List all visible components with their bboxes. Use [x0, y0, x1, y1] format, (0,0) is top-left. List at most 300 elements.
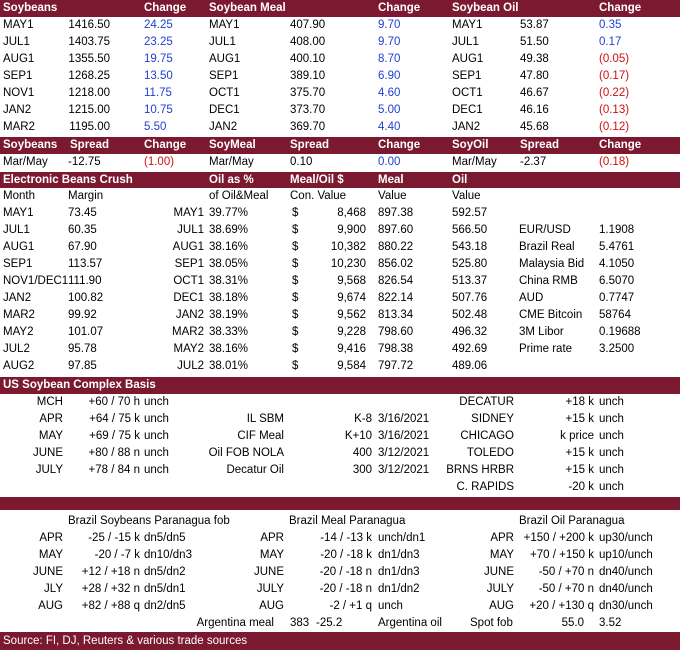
crush-oil-value: 507.76	[452, 292, 488, 304]
crush-title: Electronic Beans Crush	[3, 174, 133, 186]
oil-month: DEC1	[452, 104, 483, 116]
crush-margin: 95.78	[68, 343, 97, 355]
crush-meal-value: 798.60	[378, 326, 414, 338]
brazil-meal-value: -2 / +1 q	[329, 600, 372, 612]
fx-value: 3.2500	[599, 343, 635, 355]
crush-month-2: MAY1	[173, 207, 204, 219]
crush-dollar: $	[292, 360, 299, 372]
basis-header	[0, 377, 680, 394]
oil-change: (0.17)	[599, 70, 630, 82]
soy-month: MAR2	[3, 121, 35, 133]
crush-mealoil-header: Meal/Oil $	[290, 174, 344, 186]
brazil-meal-value: -20 / -18 k	[320, 549, 372, 561]
basis-city: TOLEDO	[466, 447, 514, 459]
crush-dollar: $	[292, 292, 299, 304]
crush-oil-value: 492.69	[452, 343, 488, 355]
basis-city-value: -20 k	[568, 481, 594, 493]
brazil-oil-month: MAY	[489, 549, 514, 561]
brazil-meal-month: AUG	[259, 600, 284, 612]
crush-margin: 60.35	[68, 224, 97, 236]
crush-month: JAN2	[3, 292, 32, 304]
brazil-oil-change: up10/unch	[599, 549, 653, 561]
meal-month: OCT1	[209, 87, 240, 99]
soy-change: 11.75	[144, 87, 172, 99]
soy-change: 13.50	[144, 70, 173, 82]
crush-row	[0, 256, 680, 273]
meal-change: 4.60	[378, 87, 401, 99]
crush-oil-pct: 38.16%	[209, 343, 249, 355]
brazil-meal-change: dn1/dn3	[378, 566, 420, 578]
soy-change: 19.75	[144, 53, 173, 65]
soy-month: JUL1	[3, 36, 30, 48]
oil-header: Soybean Oil	[452, 2, 519, 14]
crush-month-2: JAN2	[175, 309, 204, 321]
crush-dollar: $	[292, 258, 299, 270]
basis-row	[0, 462, 680, 479]
basis-city: SIDNEY	[471, 413, 514, 425]
crush-oil-pct: 38.31%	[209, 275, 249, 287]
brazil-soy-change: dn5/dn2	[144, 566, 186, 578]
brazil-meal-change: dn1/dn3	[378, 549, 420, 561]
crush-row	[0, 239, 680, 256]
basis-city-unit: unch	[599, 481, 624, 493]
brazil-row	[0, 530, 680, 547]
crush-meal-value: 897.60	[378, 224, 414, 236]
soy-price: 1268.25	[68, 70, 110, 82]
futures-row	[0, 119, 680, 136]
crush-sub-margin: Margin	[68, 190, 104, 202]
brazil-oil-month: JULY	[486, 583, 514, 595]
fx-value: 0.19688	[599, 326, 641, 338]
basis-city-value: k price	[560, 430, 594, 442]
crush-row	[0, 341, 680, 358]
crush-row	[0, 273, 680, 290]
brazil-row	[0, 547, 680, 564]
crush-month-2: MAR2	[172, 326, 204, 338]
argentina-oil-spot: Spot fob	[470, 617, 513, 629]
crush-month: AUG2	[3, 360, 35, 372]
argentina-oil-value: 55.0	[561, 617, 584, 629]
crush-row	[0, 205, 680, 222]
basis-month: APR	[39, 413, 63, 425]
brazil-top-bar	[0, 497, 680, 510]
brazil-oil-change: dn40/unch	[599, 583, 653, 595]
brazil-meal-month: MAY	[259, 549, 284, 561]
crush-sub-month: Month	[3, 190, 35, 202]
basis-product: Decatur Oil	[226, 464, 284, 476]
spread-soy-value: -12.75	[68, 156, 101, 168]
soy-month: NOV1	[3, 87, 35, 99]
spread-soy-label: Mar/May	[3, 156, 48, 168]
brazil-row	[0, 564, 680, 581]
oil-month: OCT1	[452, 87, 483, 99]
soy-change: 10.75	[144, 104, 173, 116]
basis-date: 3/12/2021	[378, 447, 430, 459]
crush-margin: 97.85	[68, 360, 97, 372]
basis-unit: unch	[144, 413, 169, 425]
crush-margin: 67.90	[68, 241, 97, 253]
spread-oil-change-header: Change	[599, 139, 642, 151]
basis-level: K+10	[344, 430, 372, 442]
argentina-meal-label: Argentina meal	[196, 617, 274, 629]
basis-value: +60 / 70 h	[88, 396, 140, 408]
crush-dollar: $	[292, 241, 299, 253]
basis-month: JULY	[35, 464, 63, 476]
meal-change: 6.90	[378, 70, 401, 82]
meal-change: 9.70	[378, 36, 401, 48]
brazil-oil-title: Brazil Oil Paranagua	[519, 515, 625, 527]
crush-month-2: JUL2	[177, 360, 204, 372]
crush-con-value: 9,900	[337, 224, 366, 236]
basis-city-value: +15 k	[565, 464, 594, 476]
oil-month: AUG1	[452, 53, 484, 65]
soy-change: 5.50	[144, 121, 167, 133]
brazil-soy-title: Brazil Soybeans Paranagua fob	[68, 515, 230, 527]
crush-oil-pct: 38.05%	[209, 258, 249, 270]
crush-dollar: $	[292, 309, 299, 321]
brazil-soy-change: dn2/dn5	[144, 600, 186, 612]
crush-oil-pct: 38.18%	[209, 292, 249, 304]
meal-change: 8.70	[378, 53, 401, 65]
brazil-meal-change: dn1/dn2	[378, 583, 420, 595]
crush-margin: 111.90	[68, 275, 102, 287]
crush-month-2: JUL1	[177, 224, 204, 236]
meal-price: 375.70	[290, 87, 326, 99]
basis-month: MAY	[38, 430, 63, 442]
oil-price: 49.38	[520, 53, 549, 65]
crush-meal-value: 880.22	[378, 241, 414, 253]
spread-oil-label: Mar/May	[452, 156, 497, 168]
soy-price: 1218.00	[68, 87, 110, 99]
fx-value: 0.7747	[599, 292, 635, 304]
crush-margin: 101.07	[68, 326, 104, 338]
basis-unit: unch	[144, 396, 169, 408]
basis-row	[0, 411, 680, 428]
crush-month: NOV1/DEC1	[3, 275, 69, 287]
basis-row	[0, 394, 680, 411]
fx-label: AUD	[519, 292, 544, 304]
brazil-meal-value: -14 / -13 k	[320, 532, 372, 544]
crush-month-2: DEC1	[173, 292, 204, 304]
basis-row	[0, 479, 680, 496]
meal-month: SEP1	[209, 70, 239, 82]
crush-oil-pct: 38.01%	[209, 360, 249, 372]
soybeans-change-header: Change	[144, 2, 187, 14]
crush-con-value: 9,584	[337, 360, 366, 372]
brazil-oil-month: AUG	[489, 600, 514, 612]
crush-margin: 113.57	[68, 258, 103, 270]
basis-date: 3/16/2021	[378, 430, 430, 442]
brazil-soy-value: -25 / -15 k	[88, 532, 140, 544]
crush-month: JUL1	[3, 224, 30, 236]
spreads-row	[0, 154, 680, 171]
basis-city-unit: unch	[599, 447, 624, 459]
brazil-soy-month: MAY	[38, 549, 63, 561]
meal-month: JAN2	[209, 121, 238, 133]
crush-oil-value: 502.48	[452, 309, 488, 321]
spread-oil-value: -2.37	[520, 156, 547, 168]
basis-month: MCH	[36, 396, 63, 408]
brazil-soy-month: JUNE	[32, 566, 63, 578]
basis-city-unit: unch	[599, 413, 624, 425]
spread-meal-label: Mar/May	[209, 156, 254, 168]
brazil-oil-change: up30/unch	[599, 532, 653, 544]
oil-price: 53.87	[520, 19, 549, 31]
brazil-meal-month: APR	[260, 532, 284, 544]
meal-header: Soybean Meal	[209, 2, 286, 14]
brazil-oil-value: -50 / +70 n	[538, 583, 594, 595]
meal-change: 5.00	[378, 104, 401, 116]
crush-oil-pct-header: Oil as %	[209, 174, 254, 186]
basis-city-value: +18 k	[565, 396, 594, 408]
basis-value: +78 / 84 n	[88, 464, 140, 476]
crush-meal-value: 822.14	[378, 292, 414, 304]
crush-con-value: 10,230	[330, 258, 366, 270]
meal-month: MAY1	[209, 19, 240, 31]
soy-month: SEP1	[3, 70, 33, 82]
crush-row	[0, 290, 680, 307]
meal-price: 408.00	[290, 36, 326, 48]
argentina-row	[0, 615, 680, 632]
crush-month-2: AUG1	[172, 241, 204, 253]
brazil-meal-title: Brazil Meal Paranagua	[289, 515, 406, 527]
brazil-soy-month: APR	[39, 532, 63, 544]
oil-price: 45.68	[520, 121, 549, 133]
spread-oil-change: (0.18)	[599, 156, 630, 168]
argentina-oil-change: 3.52	[599, 617, 622, 629]
brazil-oil-value: +70 / +150 k	[530, 549, 594, 561]
crush-row	[0, 222, 680, 239]
basis-value: +69 / 75 k	[89, 430, 140, 442]
crush-oil-header: Oil	[452, 174, 468, 186]
argentina-meal-value: 383	[290, 617, 310, 629]
crush-margin: 99.92	[68, 309, 97, 321]
fx-label: EUR/USD	[519, 224, 571, 236]
crush-month: MAY2	[3, 326, 34, 338]
crush-sub-meal-value: Value	[378, 190, 407, 202]
brazil-soy-value: -20 / -7 k	[94, 549, 140, 561]
fx-value: 6.5070	[599, 275, 635, 287]
oil-change: (0.12)	[599, 121, 630, 133]
crush-oil-value: 543.18	[452, 241, 488, 253]
crush-oil-pct: 38.33%	[209, 326, 249, 338]
spread-oil-spread-header: Spread	[520, 139, 559, 151]
spread-meal-change-header: Change	[378, 139, 421, 151]
crush-month: AUG1	[3, 241, 35, 253]
fx-label: China RMB	[519, 275, 578, 287]
basis-month: JUNE	[32, 447, 63, 459]
meal-price: 407.90	[290, 19, 326, 31]
oil-month: MAY1	[452, 19, 483, 31]
brazil-meal-value: -20 / -18 n	[319, 583, 372, 595]
soy-change: 23.25	[144, 36, 173, 48]
crush-month: MAY1	[3, 207, 34, 219]
basis-city-unit: unch	[599, 464, 624, 476]
brazil-soy-value: +82 / +88 q	[81, 600, 140, 612]
spread-meal-header: SoyMeal	[209, 139, 256, 151]
oil-change: 0.17	[599, 36, 622, 48]
oil-month: JUL1	[452, 36, 479, 48]
spread-oil-header: SoyOil	[452, 139, 489, 151]
crush-margin: 100.82	[68, 292, 104, 304]
crush-dollar: $	[292, 326, 299, 338]
futures-row	[0, 34, 680, 51]
brazil-meal-change: unch/dn1	[378, 532, 426, 544]
crush-oil-value: 566.50	[452, 224, 488, 236]
meal-month: DEC1	[209, 104, 240, 116]
brazil-oil-value: +150 / +200 k	[523, 532, 594, 544]
crush-meal-value: 897.38	[378, 207, 414, 219]
crush-sub-con: Con. Value	[290, 190, 347, 202]
brazil-row	[0, 598, 680, 615]
argentina-meal-change: -25.2	[316, 617, 343, 629]
crush-row	[0, 324, 680, 341]
soy-month: AUG1	[3, 53, 35, 65]
spread-soy-change: (1.00)	[144, 156, 175, 168]
brazil-oil-month: APR	[490, 532, 514, 544]
basis-level: 400	[352, 447, 372, 459]
oil-month: JAN2	[452, 121, 481, 133]
fx-label: Brazil Real	[519, 241, 575, 253]
crush-dollar: $	[292, 275, 299, 287]
meal-price: 369.70	[290, 121, 326, 133]
meal-price: 389.10	[290, 70, 326, 82]
spread-meal-spread-header: Spread	[290, 139, 329, 151]
crush-oil-value: 496.32	[452, 326, 488, 338]
meal-price: 400.10	[290, 53, 326, 65]
soy-change: 24.25	[144, 19, 173, 31]
soy-price: 1416.50	[68, 19, 110, 31]
soy-month: JAN2	[3, 104, 32, 116]
soy-price: 1355.50	[68, 53, 110, 65]
basis-row	[0, 428, 680, 445]
oil-change: (0.22)	[599, 87, 630, 99]
crush-oil-pct: 38.16%	[209, 241, 249, 253]
basis-title: US Soybean Complex Basis	[3, 379, 156, 391]
brazil-soy-month: AUG	[38, 600, 63, 612]
basis-city: C. RAPIDS	[456, 481, 514, 493]
basis-city-value: +15 k	[565, 447, 594, 459]
crush-meal-header: Meal	[378, 174, 404, 186]
oil-price: 51.50	[520, 36, 549, 48]
futures-row	[0, 68, 680, 85]
crush-meal-value: 798.38	[378, 343, 414, 355]
oil-change-header: Change	[599, 2, 642, 14]
futures-header	[0, 0, 680, 17]
meal-change-header: Change	[378, 2, 421, 14]
crush-month-2: MAY2	[173, 343, 204, 355]
oil-change: (0.05)	[599, 53, 630, 65]
crush-oil-value: 592.57	[452, 207, 488, 219]
brazil-oil-value: +20 / +130 q	[529, 600, 594, 612]
brazil-soy-value: +28 / +32 n	[81, 583, 140, 595]
brazil-row	[0, 581, 680, 598]
crush-con-value: 9,228	[337, 326, 366, 338]
crush-dollar: $	[292, 224, 299, 236]
crush-meal-value: 856.02	[378, 258, 414, 270]
brazil-meal-value: -20 / -18 n	[319, 566, 372, 578]
basis-product: IL SBM	[246, 413, 284, 425]
crush-month: SEP1	[3, 258, 33, 270]
crush-oil-pct: 38.19%	[209, 309, 249, 321]
crush-con-value: 9,568	[337, 275, 366, 287]
meal-month: AUG1	[209, 53, 241, 65]
futures-row	[0, 85, 680, 102]
fx-value: 5.4761	[599, 241, 635, 253]
meal-change: 4.40	[378, 121, 401, 133]
basis-unit: unch	[144, 447, 169, 459]
oil-price: 46.16	[520, 104, 549, 116]
crush-row	[0, 358, 680, 375]
argentina-oil-label: Argentina oil	[378, 617, 442, 629]
brazil-soy-value: +12 / +18 n	[81, 566, 140, 578]
brazil-oil-change: dn30/unch	[599, 600, 653, 612]
crush-sub-oil-value: Value	[452, 190, 481, 202]
oil-month: SEP1	[452, 70, 482, 82]
crush-month: MAR2	[3, 309, 35, 321]
spread-soy-spread-header: Spread	[70, 139, 109, 151]
brazil-soy-month: JLY	[44, 583, 63, 595]
basis-level: 300	[352, 464, 372, 476]
brazil-oil-month: JUNE	[483, 566, 514, 578]
basis-value: +64 / 75 k	[89, 413, 140, 425]
crush-con-value: 9,674	[337, 292, 366, 304]
soy-price: 1195.00	[69, 121, 110, 133]
crush-con-value: 8,468	[337, 207, 366, 219]
oil-change: (0.13)	[599, 104, 630, 116]
fx-label: 3M Libor	[519, 326, 564, 338]
crush-dollar: $	[292, 343, 299, 355]
brazil-soy-change: dn5/dn5	[144, 532, 186, 544]
spread-soy-header: Soybeans	[3, 139, 58, 151]
basis-city: BRNS HRBR	[446, 464, 514, 476]
basis-city: CHICAGO	[460, 430, 514, 442]
soy-price: 1215.00	[68, 104, 110, 116]
fx-value: 58764	[599, 309, 631, 321]
fx-label: Prime rate	[519, 343, 573, 355]
soy-month: MAY1	[3, 19, 34, 31]
crush-con-value: 9,562	[337, 309, 366, 321]
crush-month-2: SEP1	[174, 258, 204, 270]
crush-meal-value: 826.54	[378, 275, 414, 287]
brazil-oil-value: -50 / +70 n	[538, 566, 594, 578]
crush-oil-value: 525.80	[452, 258, 488, 270]
basis-date: 3/12/2021	[378, 464, 430, 476]
crush-month: JUL2	[3, 343, 30, 355]
spread-meal-value: 0.10	[290, 156, 313, 168]
spread-meal-change: 0.00	[378, 156, 401, 168]
brazil-titles	[0, 513, 680, 530]
crush-row	[0, 307, 680, 324]
basis-unit: unch	[144, 464, 169, 476]
brazil-oil-change: dn40/unch	[599, 566, 653, 578]
crush-month-2: OCT1	[173, 275, 204, 287]
source-footer	[0, 632, 680, 650]
basis-product: CIF Meal	[237, 430, 284, 442]
basis-city-unit: unch	[599, 430, 624, 442]
basis-level: K-8	[354, 413, 372, 425]
spreads-header	[0, 137, 680, 154]
brazil-soy-change: dn5/dn1	[144, 583, 186, 595]
basis-city: DECATUR	[459, 396, 514, 408]
futures-row	[0, 51, 680, 68]
basis-city-unit: unch	[599, 396, 624, 408]
meal-price: 373.70	[290, 104, 326, 116]
brazil-soy-change: dn10/dn3	[144, 549, 192, 561]
oil-change: 0.35	[599, 19, 622, 31]
basis-value: +80 / 88 n	[88, 447, 140, 459]
brazil-meal-change: unch	[378, 600, 403, 612]
